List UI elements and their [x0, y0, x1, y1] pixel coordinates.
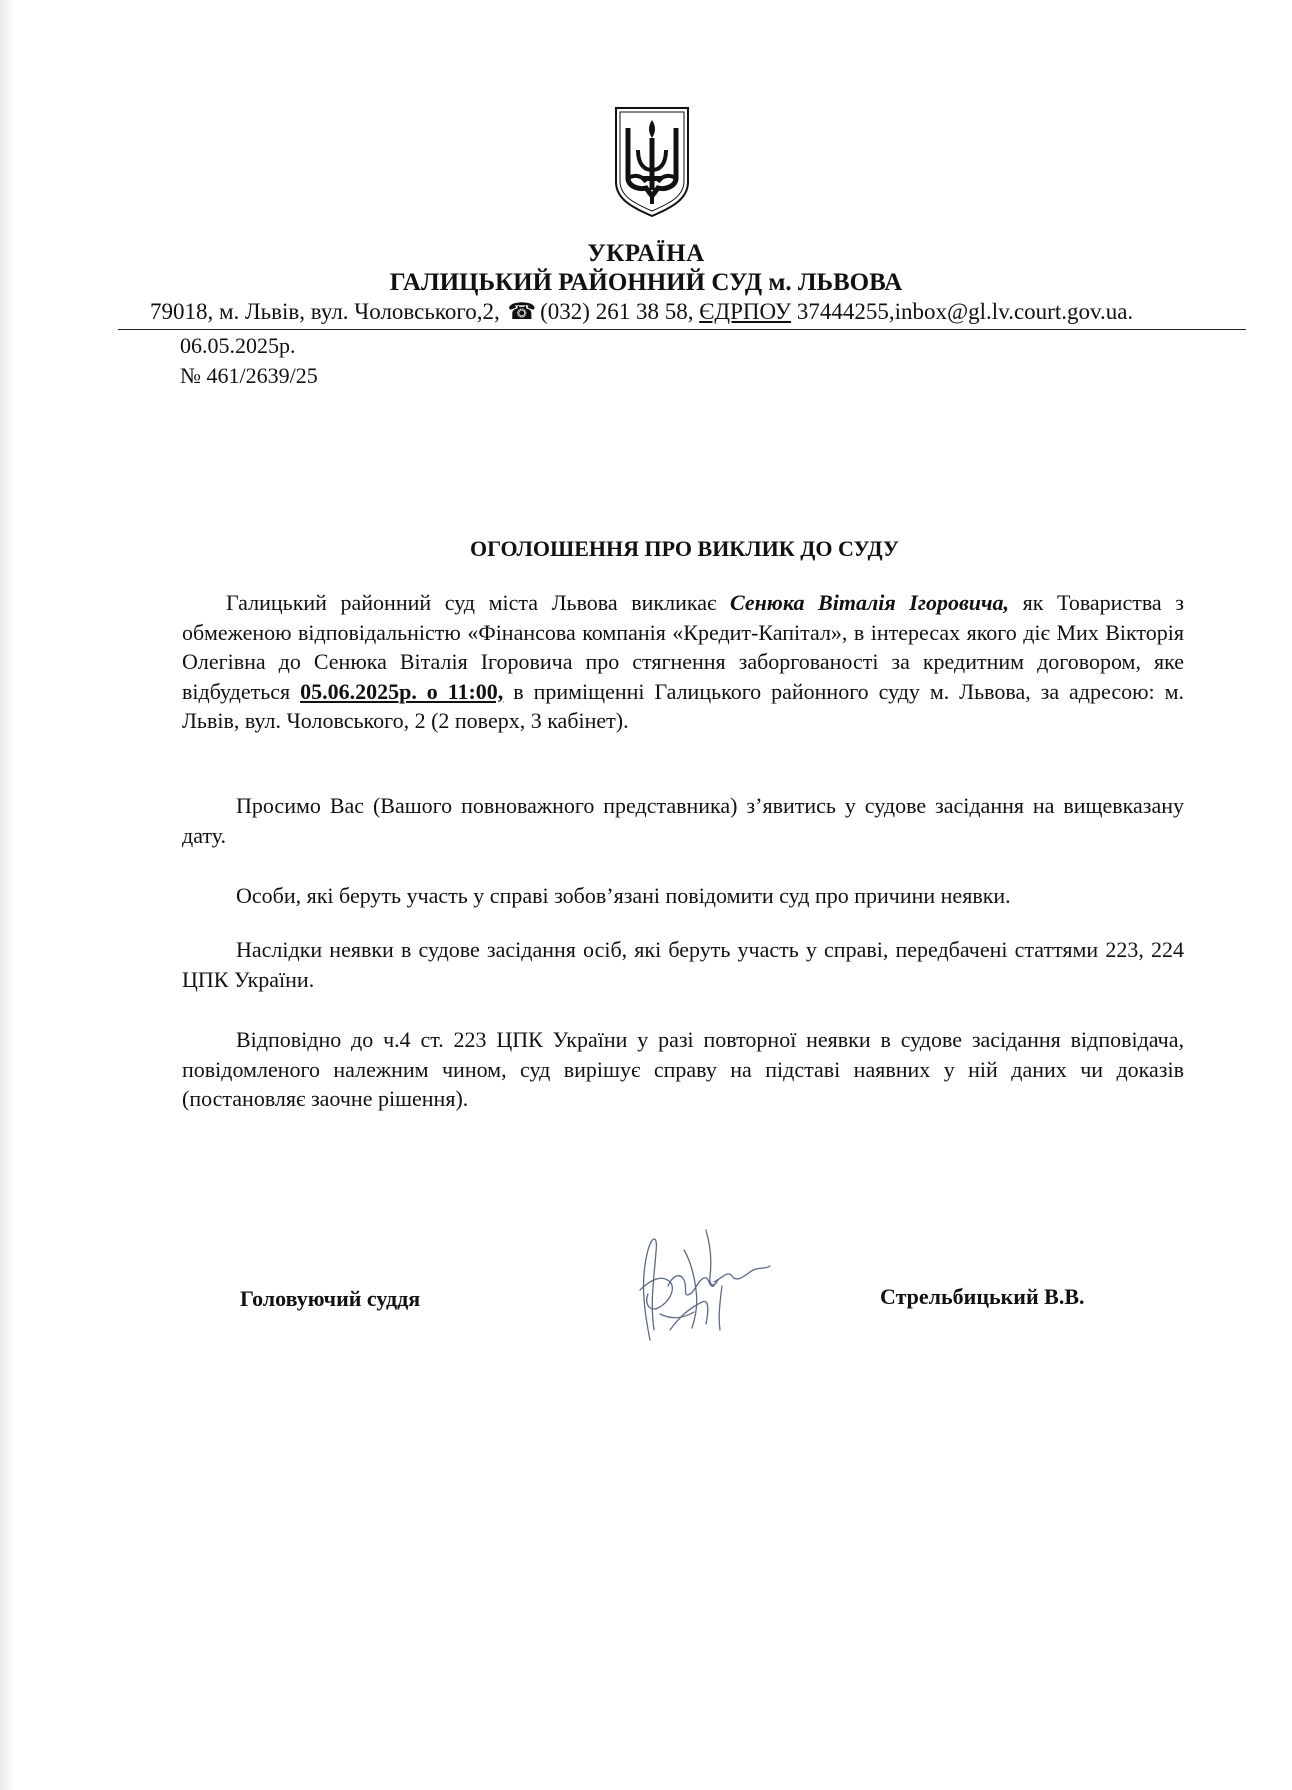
country-heading: УКРАЇНА: [587, 240, 705, 267]
document-title: ОГОЛОШЕННЯ ПРО ВИКЛИК ДО СУДУ: [469, 536, 900, 561]
edrpou-label: ЄДРПОУ: [699, 299, 792, 324]
judge-name: Стрельбицький В.В.: [880, 1284, 1085, 1309]
document-number: № 461/2639/25: [180, 363, 318, 388]
edrpou-and-email: 37444255,inbox@gl.lv.court.gov.ua.: [796, 299, 1134, 324]
handwritten-signature-icon: [610, 1190, 780, 1360]
summons-case-details: як Товариства з обмеженою відповідальністю «Фінансова компанія «Кредит-Капітал», в інтересах якого діє Мих Вікторія Олегівна до Сенюка Віталія Ігоровича про стягнення заборгованості за кредитним договором, яке відбудеться: [182, 590, 1184, 704]
summoned-person: Сенюка Віталія Ігоровича,: [730, 590, 1010, 615]
summons-paragraph: [182, 588, 1184, 736]
court-address: 79018, м. Львів, вул. Чоловського,2,: [150, 299, 500, 324]
court-contacts: 79018, м. Львів, вул. Чоловського,2, ☎ (032) 261 38 58, ЄДРПОУ 37444255,inbox@gl.lv.court.gov.ua.: [150, 299, 1134, 324]
header-divider: [118, 329, 1246, 330]
default-judgment-paragraph: Відповідно до ч.4 ст. 223 ЦПК України у разі повторної неявки в судове засідання відповідача, повідомленого належним чином, суд вирішує справу на підставі наявних у ній даних чи доказів (постановляє заочне рішення).: [182, 1027, 1184, 1111]
summons-lead: Галицький районний суд міста Львова викликає: [226, 590, 730, 615]
trident-coat-of-arms-icon: [612, 104, 692, 220]
court-phone: (032) 261 38 58: [540, 299, 688, 324]
hearing-datetime: 05.06.2025р. о 11:00,: [300, 678, 504, 704]
telephone-icon: ☎: [507, 299, 537, 324]
court-name-heading: ГАЛИЦЬКИЙ РАЙОННИЙ СУД м. ЛЬВОВА: [389, 269, 903, 296]
document-date: 06.05.2025р.: [180, 333, 296, 358]
summons-location: в приміщенні Галицького районного суду м. Львова, за адресою: м. Львів, вул. Чоловського, 2 (2 поверх, 3 кабінет).: [182, 678, 1184, 733]
consequences-paragraph: Наслідки неявки в судове засідання осіб, які беруть участь у справі, передбачені статтями 223, 224 ЦПК України.: [182, 937, 1184, 992]
notification-duty-paragraph: Особи, які беруть участь у справі зобов’язані повідомити суд про причини неявки.: [236, 883, 1011, 908]
judge-role: Головуючий суддя: [240, 1286, 421, 1311]
appearance-request-paragraph: Просимо Вас (Вашого повноважного представника) з’явитись у судове засідання на вищевказану дату.: [182, 793, 1184, 848]
